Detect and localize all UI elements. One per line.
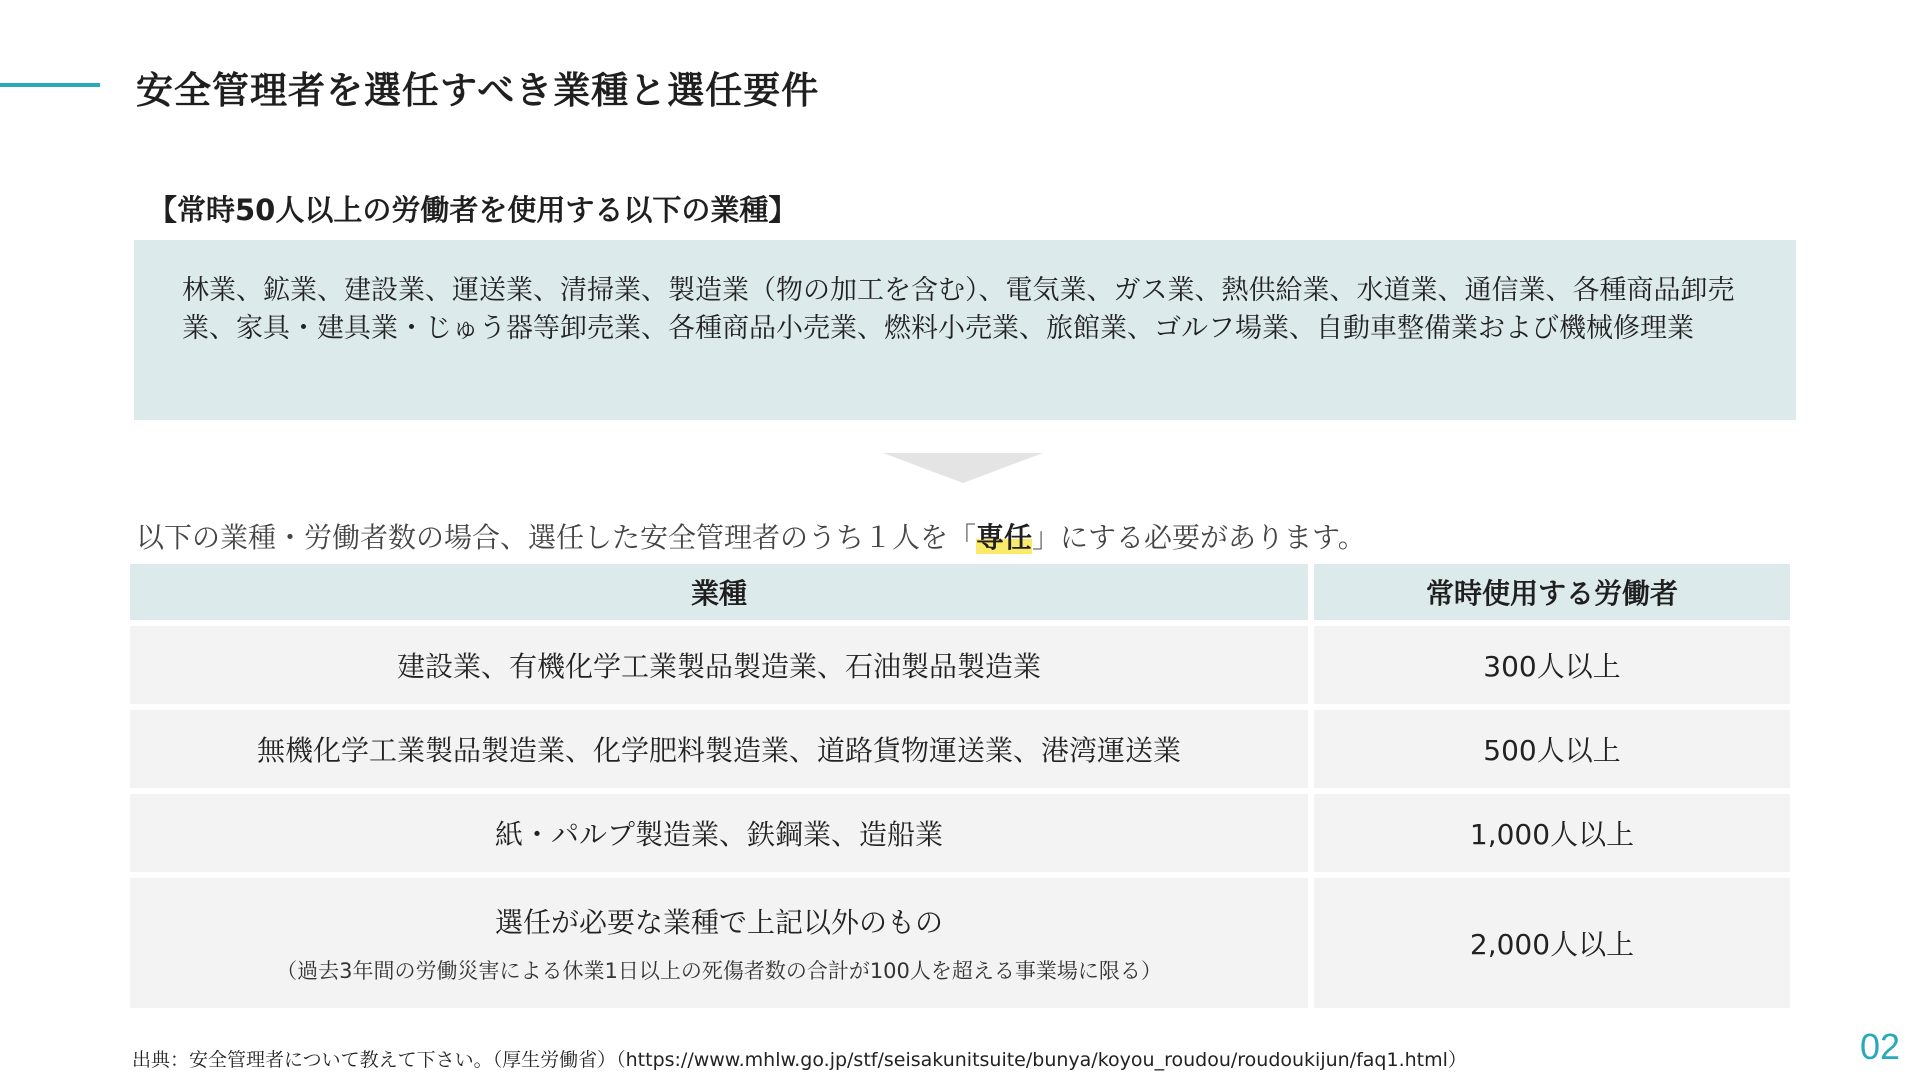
note-prefix: 以下の業種・労働者数の場合、選任した安全管理者のうち１人を「	[136, 521, 977, 554]
requirements-table	[130, 564, 1790, 1014]
title-accent-line	[0, 83, 100, 87]
table-header-row	[130, 564, 1790, 620]
requirement-note	[136, 516, 1366, 556]
table-row	[130, 626, 1790, 704]
note-highlight: 専任	[976, 521, 1033, 554]
workers-cell: 300人以上	[1314, 626, 1790, 704]
table-row	[130, 878, 1790, 1008]
industry-list-box	[134, 240, 1796, 420]
industry-cell: 無機化学工業製品製造業、化学肥料製造業、道路貨物運送業、港湾運送業	[130, 710, 1308, 788]
workers-cell: 2,000人以上	[1314, 878, 1790, 1008]
industry-cell-sub-note: （過去3年間の労働災害による休業1日以上の死傷者数の合計が100人を超える事業場に限る）	[276, 959, 1162, 983]
table-row	[130, 794, 1790, 872]
header-workers: 常時使用する労働者	[1314, 564, 1790, 620]
industry-cell	[130, 878, 1308, 1008]
header-industry: 業種	[130, 564, 1308, 620]
page-title: 安全管理者を選任すべき業種と選任要件	[136, 69, 820, 112]
page-number: 02	[1859, 1026, 1900, 1067]
note-suffix: 」にする必要があります。	[1032, 521, 1366, 554]
source-citation: 出典：安全管理者について教えて下さい。（厚生労働省）（https://www.mhlw.go.jp/stf/seisakunitsuite/bunya/koyou_roudou/roudoukijun/faq1.html）	[132, 1049, 1467, 1071]
industry-list-text: 林業、鉱業、建設業、運送業、清掃業、製造業（物の加工を含む）、電気業、ガス業、熱供給業、水道業、通信業、各種商品卸売業、家具・建具業・じゅう器等卸売業、各種商品小売業、燃料小売業、旅館業、ゴルフ場業、自動車整備業および機械修理業	[182, 275, 1735, 344]
table-row	[130, 710, 1790, 788]
section-heading: 【常時50人以上の労働者を使用する以下の業種】	[148, 193, 798, 227]
industry-cell-main: 選任が必要な業種で上記以外のもの	[494, 906, 943, 939]
down-arrow-icon	[883, 453, 1043, 483]
workers-cell: 1,000人以上	[1314, 794, 1790, 872]
industry-cell: 紙・パルプ製造業、鉄鋼業、造船業	[130, 794, 1308, 872]
workers-cell: 500人以上	[1314, 710, 1790, 788]
industry-cell: 建設業、有機化学工業製品製造業、石油製品製造業	[130, 626, 1308, 704]
